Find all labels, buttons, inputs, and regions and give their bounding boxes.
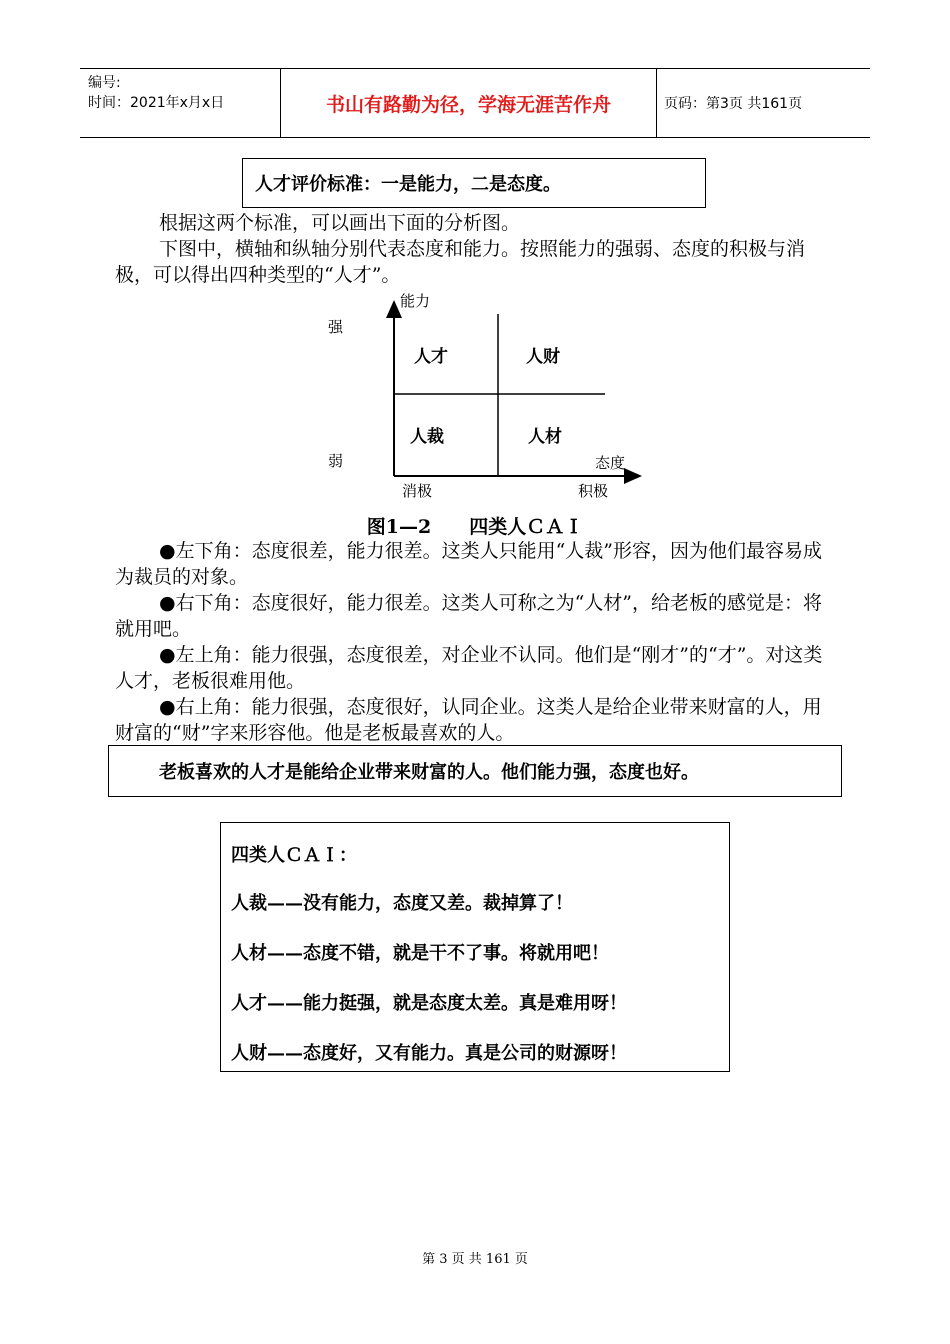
standard-box: 人才评价标准：一是能力，二是态度。 (242, 158, 706, 208)
quadrant-bottom-left: 人裁 (410, 427, 444, 447)
description-bottom-right: ●右下角：态度很好，能力很差。这类人可称之为“人材”，给老板的感觉是：将就用吧。 (115, 592, 823, 640)
y-axis-label: 能力 (400, 292, 431, 310)
intro-paragraph-2: 下图中，横轴和纵轴分别代表态度和能力。按照能力的强弱、态度的积极与消极，可以得出四种类型的“人才”。 (115, 238, 806, 286)
description-bottom-left: ●左下角：态度很差，能力很差。这类人只能用“人裁”形容，因为他们最容易成为裁员的对象。 (115, 540, 823, 588)
time-label: 时间：2021年x月x日 (88, 95, 225, 111)
page-info: 页码：第3页 共161页 (664, 96, 803, 112)
y-low-label: 弱 (328, 452, 344, 470)
figure-caption: 图1—2 四类人ＣＡＩ (366, 516, 584, 538)
x-high-label: 积极 (578, 482, 609, 500)
page-footer: 第 3 页 共 161 页 (422, 1252, 528, 1267)
header-table (80, 68, 870, 138)
cai-line-2: 人材——态度不错，就是干不了事。将就用吧！ (231, 943, 609, 964)
cai-line-3: 人才——能力挺强，就是态度太差。真是难用呀！ (231, 993, 627, 1014)
quadrant-top-right: 人财 (526, 347, 560, 367)
description-top-left: ●左上角：能力很强，态度很差，对企业不认同。他们是“刚才”的“才”。对这类人才，老板很难用他。 (115, 644, 823, 692)
intro-paragraph-1: 根据这两个标准，可以画出下面的分析图。 (159, 212, 521, 234)
description-top-right: ●右上角：能力很强，态度很好，认同企业。这类人是给企业带来财富的人，用财富的“财”字来形容他。他是老板最喜欢的人。 (115, 696, 822, 744)
cai-title: 四类人ＣＡＩ： (231, 845, 357, 866)
cai-summary-box (220, 822, 730, 1072)
x-axis-label: 态度 (595, 454, 626, 472)
x-low-label: 消极 (402, 482, 433, 500)
cai-line-4: 人财——态度好，又有能力。真是公司的财源呀！ (231, 1043, 627, 1064)
header-left-cell (88, 73, 278, 113)
cai-line-1: 人裁——没有能力，态度又差。裁掉算了！ (231, 893, 573, 914)
quadrant-top-left: 人才 (414, 347, 448, 367)
serial-label: 编号: (88, 75, 121, 91)
motto: 书山有路勤为径，学海无涯苦作舟 (280, 69, 657, 137)
quadrant-bottom-right: 人材 (528, 427, 562, 447)
y-high-label: 强 (328, 318, 344, 336)
quadrant-diagram (310, 290, 660, 505)
boss-preference-box: 老板喜欢的人才是能给企业带来财富的人。他们能力强，态度也好。 (108, 745, 842, 797)
